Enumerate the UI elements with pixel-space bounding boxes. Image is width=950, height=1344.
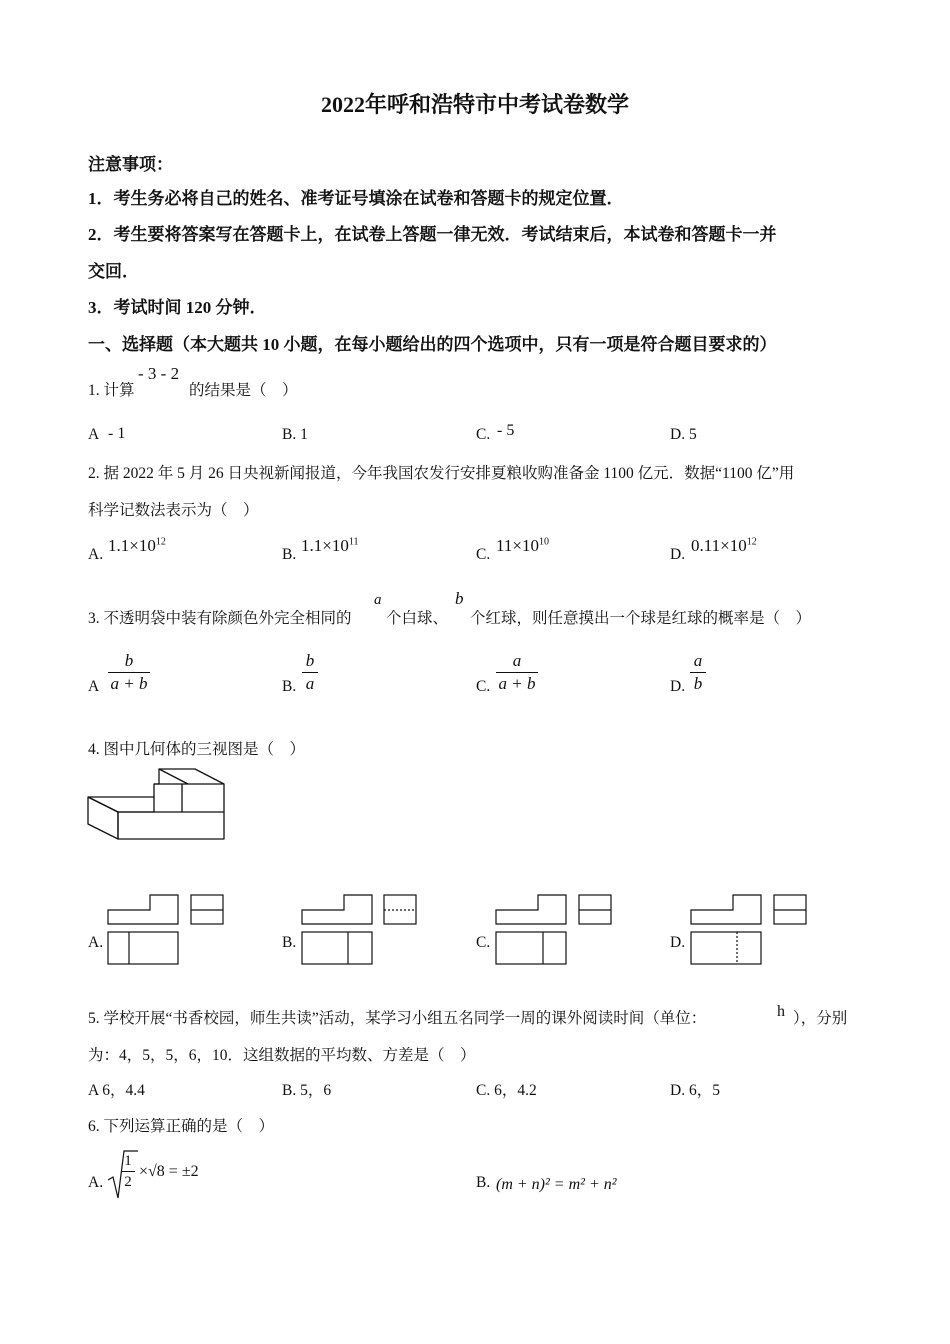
q6-option-a-label: A.	[88, 1174, 104, 1191]
q6-option-a-fraction	[121, 1152, 135, 1191]
q5-line-1a: 5. 学校开展“书香校园，师生共读”活动，某学习小组五名同学一周的课外阅读时间（单位：	[88, 1010, 707, 1027]
q3-option-d-numerator: a	[693, 651, 703, 670]
q6-option-a-denominator: 2	[124, 1174, 132, 1190]
fraction-bar	[121, 1171, 135, 1172]
q2-option-b-base: 1.1×10	[301, 536, 349, 555]
q3-option-a-label: A	[88, 678, 100, 695]
q2-option-b-exp: 11	[348, 536, 359, 548]
q3-option-a-numerator: b	[124, 651, 134, 670]
q5-option-a: A 6，4.4	[88, 1082, 145, 1099]
q2-line-2: 科学记数法表示为（ ）	[88, 502, 259, 519]
q1-option-c-value: - 5	[497, 422, 515, 439]
q1-expression: - 3 - 2	[138, 364, 180, 383]
q1-suffix: 的结果是（ ）	[189, 382, 298, 399]
notice-item-3: 3．考试时间 120 分钟．	[88, 298, 267, 317]
notice-item-2-line-2: 交回．	[88, 262, 139, 281]
q1-option-a-label: A	[88, 426, 100, 443]
q6-option-a-numerator: 1	[124, 1153, 132, 1169]
q4-option-b-label: B.	[282, 934, 297, 951]
q3-part-1: 3. 不透明袋中装有除颜色外完全相同的	[88, 610, 352, 627]
q2-option-c-exp: 10	[538, 536, 549, 548]
q5-line-2: 为：4，5，5，6，10．这组数据的平均数、方差是（ ）	[88, 1047, 476, 1064]
q4-option-a-label: A.	[88, 934, 104, 951]
q1-option-a-value: - 1	[108, 425, 126, 442]
q5-option-d: D. 6，5	[670, 1082, 720, 1099]
q2-option-a-label: A.	[88, 546, 104, 563]
q3-option-c-label: C.	[476, 678, 491, 695]
q3-option-d-label: D.	[670, 678, 686, 695]
q1-option-b: B. 1	[282, 426, 308, 443]
q4-text: 4. 图中几何体的三视图是（ ）	[88, 741, 306, 758]
q4-option-d-label: D.	[670, 934, 686, 951]
notice-item-2-line-1: 2．考生要将答案写在答题卡上，在试卷上答题一律无效．考试结束后，本试卷和答题卡一并	[88, 225, 777, 244]
q2-line-1: 2. 据 2022 年 5 月 26 日央视新闻报道，今年我国农发行安排夏粮收购准备金 1100 亿元．数据“1100 亿”用	[88, 465, 795, 482]
q2-option-d-base: 0.11×10	[691, 536, 747, 555]
q6-option-b-expression: (m + n)² = m² + n²	[496, 1176, 617, 1193]
q5-option-b: B. 5，6	[282, 1082, 332, 1099]
q3-option-a-denominator: a + b	[110, 674, 148, 693]
q2-option-c-base: 11×10	[496, 536, 539, 555]
q5-unit: h	[777, 1003, 785, 1020]
q6-option-a-rest: ×√8 = ±2	[139, 1163, 199, 1180]
q3-part-2: 个白球、	[386, 610, 449, 627]
q3-var-a: a	[374, 592, 382, 608]
q4-option-c-label: C.	[476, 934, 491, 951]
q2-option-b-label: B.	[282, 546, 297, 563]
section-heading: 一、选择题（本大题共 10 小题，在每小题给出的四个选项中，只有一项是符合题目要求的）	[88, 335, 777, 354]
notice-heading: 注意事项：	[88, 155, 173, 174]
q3-part-3: 个红球，则任意摸出一个球是红球的概率是（ ）	[470, 610, 812, 627]
q3-option-d-denominator: b	[693, 674, 703, 693]
notice-item-1: 1．考生务必将自己的姓名、准考证号填涂在试卷和答题卡的规定位置．	[88, 189, 624, 208]
q2-option-c-label: C.	[476, 546, 491, 563]
q3-option-c-numerator: a	[512, 651, 522, 670]
q2-option-d-exp: 12	[746, 536, 757, 548]
q5-option-c: C. 6，4.2	[476, 1082, 537, 1099]
q3-option-c-denominator: a + b	[498, 674, 536, 693]
q6-option-b-label: B.	[476, 1174, 491, 1191]
q2-option-a-exp: 12	[155, 536, 166, 548]
q6-text: 6. 下列运算正确的是（ ）	[88, 1118, 275, 1135]
page-title: 2022年呼和浩特市中考试卷数学	[320, 92, 629, 117]
q1-option-d: D. 5	[670, 426, 697, 443]
q5-line-1b: ），分别	[793, 1010, 848, 1027]
q3-option-b-label: B.	[282, 678, 297, 695]
q2-option-d-label: D.	[670, 546, 686, 563]
q2-option-a-base: 1.1×10	[108, 536, 156, 555]
q3-option-b-numerator: b	[305, 651, 315, 670]
q3-option-b-denominator: a	[305, 674, 315, 693]
q3-var-b: b	[455, 589, 464, 608]
q1-option-c-label: C.	[476, 426, 491, 443]
q1-prefix: 1. 计算	[88, 382, 135, 399]
